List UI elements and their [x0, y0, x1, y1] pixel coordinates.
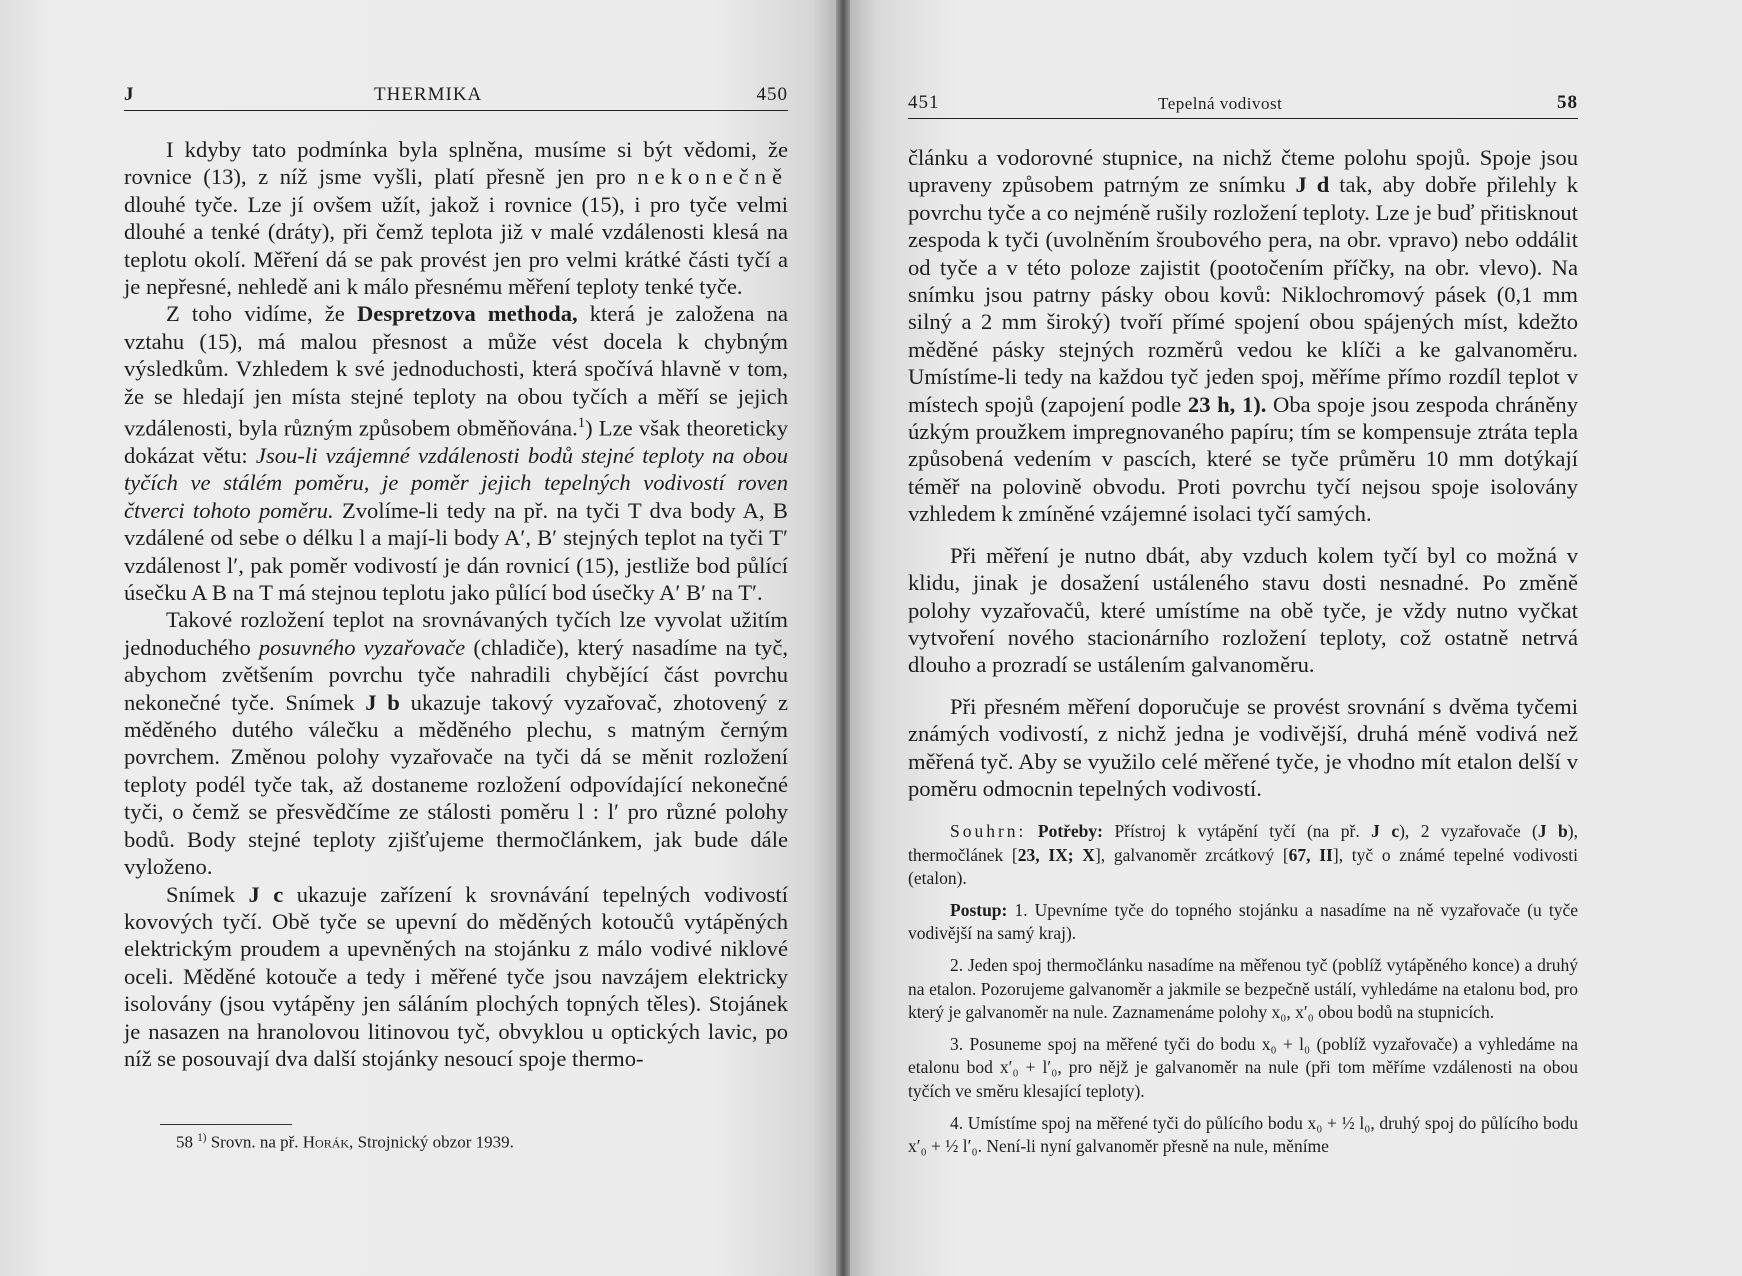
paragraph: Z toho vidíme, že Despretzova methoda, která je založena na vztahu (15), má malou přesnost a může vést docela k chybným výsledkům. Vzhledem k své jednoduchosti, která spočívá hlavně v tom, že se hledají jen místa stejné teploty na obou tyčích a měří se jejich vzdálenosti, byla různým způsobem obměňována.$^1$) Lze však theoreticky dokázat větu: Jsou-li vzájemné vzdálenosti bodů stejné teploty na obou tyčích ve stálém poměru, je poměr jejich tepelných vodivostí roven čtverci tohoto poměru. Zvolíme-li tedy na př. na tyči T dva body A, B vzdálené od sebe o délku l a mají-li body A′, B′ stejných teplot na tyči T′ vzdálenost l′, pak poměr vodivostí je dán rovnicí (15), jestliže bod půlící úsečku A B na T má stejnou teplotu jako půlící bod úsečky A′ B′ na T′.: [124, 301, 788, 606]
procedure-step: 4. Umístíme spoj na měřené tyči do půlícího bodu x₀ + ½ l₀, druhý spoj do půlícího bodu x′₀ + ½ l′₀. Není-li nyní galvanoměr přesně na nule, měníme: [908, 1112, 1578, 1157]
text-run: která je založena na vztahu (15), má malou přesnost a může vést docela k chybným výsledkům. Vzhledem k své jednoduchosti, která spočívá hlavně v tom, že se hledají jen místa stejné teploty na obou tyčích a měří se jejich vzdálenosti, byla různým způsobem obměňována.: [124, 301, 788, 441]
text-run: Přístroj k vytápění tyčí (na př.: [1114, 821, 1360, 841]
text-run: Z toho vidíme, že: [166, 301, 345, 327]
text-run: Lze však theoreticky dokázat větu:: [124, 415, 788, 468]
needs-label: Potřeby:: [1037, 821, 1103, 841]
right-running-header: [908, 88, 1578, 119]
footnote: [176, 1132, 514, 1153]
emphasis-bold: J d: [1295, 172, 1330, 198]
right-page: [850, 0, 1742, 1276]
procedure-step: 3. Posuneme spoj na měřené tyči do bodu x₀ + l₀ (poblíž vyzařovače) a vyhledáme na etalonu bod x′₀ + l′₀, pro nějž je galvanoměr na nule (při tom měříme vzdálenosti na obou tyčích ve směru klesající teploty).: [908, 1033, 1578, 1101]
text-run: ), thermočlánek [: [908, 821, 1578, 865]
emphasis-spaced: nekonečně: [637, 164, 788, 190]
footnote-number: 58: [176, 1132, 193, 1152]
running-title: Tepelná vodivost: [1158, 94, 1283, 113]
figure-reference: J c: [1371, 821, 1400, 841]
footnote-rule: [160, 1124, 292, 1125]
figure-reference: 67, II: [1288, 844, 1333, 865]
text-run: ], galvanoměr zrcátkový [: [1094, 844, 1289, 865]
emphasis-italic: Jsou-li vzájemné vzdálenosti bodů stejné teploty na obou tyčích ve stálém poměru, je poměr jejich tepelných vodivostí roven čtverci tohoto poměru.: [124, 443, 788, 523]
text-run: ), 2 vyzařovače (: [1399, 821, 1538, 841]
text-run: 1. Upevníme tyče do topného stojánku a nasadíme na ně vyzařovače (u tyče vodivější na samý kraj).: [908, 899, 1578, 944]
paragraph: Při měření je nutno dbát, aby vzduch kolem tyčí byl co možná v klidu, jinak je dosažení ustáleného stavu dosti nesnadné. Po změně polohy vyzařovačů, které umístíme na obě tyče, je vždy nutno vyčkat vytvoření nového stacionárního rozložení teploty, což ostatně netrvá dlouho a prozradí se ustálením galvanoměru.: [908, 542, 1578, 678]
figure-reference: 23 h, 1).: [1187, 391, 1267, 417]
left-running-header: [124, 80, 788, 111]
chapter-number: 58: [1557, 92, 1578, 113]
emphasis-bold: Despretzova methoda,: [356, 301, 578, 327]
figure-reference: 23, IX; X: [1017, 844, 1095, 865]
text-run: Oba spoje jsou zespoda chráněny úzkým proužkem impregnovaného papíru; tím se kompensuje ztráta tepla způsobená vedením v pascích, které se tyče průměru 10 mm dotýkají téměř na polovině obvodu. Proti povrchu tyčí nejsou spoje isolovány vzhledem k zmíněné vzájemné isolaci tyčí samých.: [908, 391, 1579, 527]
running-title: THERMIKA: [374, 84, 483, 105]
right-body-text: [908, 144, 1578, 802]
paragraph: [124, 606, 788, 880]
text-run: ukazuje zařízení k srovnávání tepelných vodivostí kovových tyčí. Obě tyče se upevní do měděných kotoučů vytápěných elektrickým proudem a upevněných na stojánku z málo vodivé niklové oceli. Měděné kotouče a tedy i měřené tyče jsou navzájem elektricky isolovány (jsou vytápěny jen sáláním plochých topných těles). Stojánek je nasazen na hranolovou litinovou tyč, obvyklou u optických lavic, po níž se posouvají dva další stojánky nesoucí spoje thermo-: [124, 881, 788, 1071]
text-run: ], tyč o známé tepelné vodivosti (etalon).: [908, 844, 1579, 889]
section-letter: J: [124, 84, 135, 105]
paragraph: Při přesném měření doporučuje se provést srovnání s dvěma tyčemi známých vodivostí, z nichž jedna je vodivější, druhá méně vodivá než měřená tyč. Aby se využilo celé měřené tyče, je vhodno mít etalon delší v poměru odmocnin tepelných vodivostí.: [908, 693, 1578, 801]
text-run: Takové rozložení teplot na srovnávaných tyčích lze vyvolat užitím jednoduchého: [124, 607, 788, 660]
left-page: [0, 0, 838, 1276]
text-run: ukazuje takový vyzařovač, zhotovený z měděného dutého válečku a měděného plechu, s matným černým povrchem. Změnou polohy vyzařovače na tyči dá se měnit rozložení teploty podél tyče tak, až dostaneme rozložení odpovídající nekonečné tyči, o čemž se přesvědčíme ze stálosti poměru l : l′ pro různé polohy bodů. Body stejné teploty zjišťujeme thermočlánkem, jak bude dále vyloženo.: [124, 689, 788, 880]
procedure-step: [908, 899, 1578, 946]
paragraph: [908, 144, 1578, 528]
summary-block: [908, 820, 1578, 1167]
procedure-step: 2. Jeden spoj thermočlánku nasadíme na měřenou tyč (poblíž vytápěného konce) a druhý na etalon. Pozorujeme galvanoměr a jakmile se bezpečně ustálí, vyhledáme na etalonu bod, pro který je galvanoměr na nule. Zaznamenáme polohy x₀, x′₀ obou bodů na stupnicích.: [908, 954, 1578, 1023]
text-run: Srovn. na př.: [210, 1132, 299, 1152]
emphasis-bold: J b: [365, 689, 400, 715]
paragraph: [124, 881, 788, 1073]
text-run: Snímek: [166, 881, 236, 907]
page-number: 450: [756, 84, 788, 105]
left-body-text: [124, 136, 788, 1072]
procedure-label: Postup:: [950, 899, 1008, 920]
paragraph: [124, 136, 788, 300]
text-run: článku a vodorovné stupnice, na nichž čteme polohu spojů. Spoje jsou upraveny způsobem patrným ze snímku: [908, 145, 1578, 198]
text-run: (chladiče), který nasadíme na tyč, abychom zvětšením povrchu tyče nahradili chybějící část povrchu nekonečné tyče. Snímek: [124, 634, 789, 715]
footnote-marker: 1: [577, 415, 586, 432]
footnote-author: Horák,: [302, 1132, 354, 1152]
page-number: 451: [908, 92, 940, 113]
text-run: Zvolíme-li tedy na př. na tyči T dva body A, B vzdálené od sebe o délku l a mají-li body A′, B′ stejných teplot na tyči T′ vzdálenost l′, pak poměr vodivostí je dán rovnicí (15), jestliže bod půlící úsečku A B na T má stejnou teplotu jako půlící bod úsečky A′ B′ na T′.: [124, 497, 788, 606]
summary-label: Souhrn:: [950, 821, 1027, 841]
footnote-marker: 1): [197, 1132, 207, 1144]
emphasis-italic: posuvného vyzařovače: [258, 634, 466, 660]
text-run: Strojnický obzor 1939.: [357, 1132, 514, 1152]
emphasis-bold: J c: [248, 881, 284, 907]
summary-needs: [908, 820, 1578, 891]
figure-reference: J b: [1537, 821, 1568, 841]
text-run: tak, aby dobře přilehly k povrchu tyče a co nejméně rušily rozložení teploty. Lze je buď přitisknout zespoda k tyči (uvolněním šroubového pera, na obr. vpravo) nebo oddálit od tyče a v této poloze zajistit (pootočením příčky, na obr. vlevo). Na snímku jsou patrny pásky obou kovů: Niklochromový pásek (0,1 mm silný a 2 mm široký) tvoří přímé spojení obou spájených míst, kdežto měděné pásky stejných rozměrů vedou ke klíči a ke galvanoměru. Umístíme-li tedy na každou tyč jeden spoj, měříme přímo rozdíl teplot v místech spojů (zapojení podle: [908, 172, 1579, 417]
text-run: I kdyby tato podmínka byla splněna, musíme si být vědomi, že rovnice (13), z níž jsme vyšli, platí přesně jen pro: [124, 137, 788, 190]
text-run: dlouhé tyče. Lze jí ovšem užít, jakož i rovnice (15), i pro tyče velmi dlouhé a tenké (dráty), při čemž teplota již v malé vzdálenosti klesá na teplotu okolí. Měření dá se pak provést jen pro velmi krátké části tyčí a je nepřesné, nehledě ani k málo přesnému měření teploty tenké tyče.: [124, 191, 788, 300]
